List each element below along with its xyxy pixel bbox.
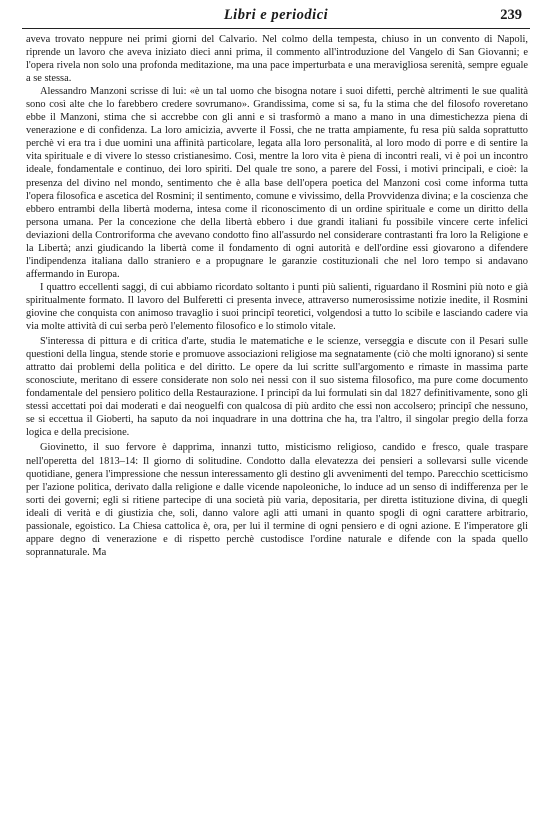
paragraph-2: Alessandro Manzoni scrisse di lui: «è un tal uomo che bisogna notare i suoi difetti, perchè altrimenti le sue qualità sono così alte che lo farebbero credere sovrumano». Grandissima, come si sa, fu la stima che del filosofo roveretano ebbe il Manzoni, stima che si accrebbe con gli anni e si trasformò a mano a mano in una dimestichezza piena di venerazione e di confidenza. La loro amicizia, avverte il Fossi, che ne tratta ampiamente, fu resa più salda soprattutto perchè vi era tra i due uomini una affinità particolare, legata alla loro personalità, al loro modo di porre e di sentire la vita spirituale e di vivere lo stesso cristianesimo. Così, mentre la loro vita è piena di incontri reali, vi è poi un incontro ideale, fondamentale e continuo, dei loro spiriti. Del quale tre sono, a parere del Fossi, i motivi principali, e cioè: la presenza del divino nel mondo, sentimento che è alla base dell'opera poetica del Manzoni così come informa tutta l'opera filosofica e ascetica del Rosmini; il sentimento, comune e vivissimo, della Provvidenza divina; e la coscienza che ebbero entrambi della libertà moderna, intesa come il riconoscimento di un ordine spirituale e come un diritto della persona umana. Per la concezione che della libertà ebbero i due grandi italiani fu possibile vincere certe infelici deviazioni della Controriforma che avevano condotto fino all'assurdo nel considerare contrastanti fra loro la Religione e la Libertà; anzi giudicando la libertà come il fondamento di ogni autorità e dell'ordine essi giovarono a difendere l'indipendenza italiana dallo straniero e a propugnare le garanzie costituzionali che nel loro tempo si andavano affermando in Europa. — [26, 86, 528, 280]
running-head: Libri e periodici — [223, 7, 329, 23]
paragraph-1: aveva trovato neppure nei primi giorni del Calvario. Nel colmo della tempesta, chiuso in un convento di Napoli, riprende un lavoro che aveva iniziato dieci anni prima, il commento all'introduzione del Vangelo di San Giovanni; e l'opera rivela non solo una profonda meditazione, ma una pace imperturbata e una meravigliosa serenità, sempre eguale a se stessa. — [26, 34, 528, 85]
paragraph-3: I quattro eccellenti saggi, di cui abbiamo ricordato soltanto i punti più salienti, riguardano il Rosmini più noto e già spiritualmente formato. Il lavoro del Bulferetti ci presenta invece, attraverso numerosissime notizie inedite, il Rosmini giovine che conquista con animoso travaglio i suoi principî teoretici, volgendosi a tutto lo scibile e lasciando cadere via via molte attività di cui serba però l'elemento filosofico e lo stimolo vitale. — [26, 281, 528, 333]
body-text — [26, 33, 528, 559]
header-rule — [22, 28, 530, 29]
page-number: 239 — [500, 7, 522, 23]
paragraph-4: S'interessa di pittura e di critica d'arte, studia le matematiche e le scienze, verseggia e discute con il Pesari sulle questioni della lingua, stende storie e promuove associazioni religiose ma segnatamente (ciò che molti ignorano) si sente attratto dai problemi della politica e del diritto. Le opere da lui scritte sull'argomento e rimaste in massima parte sconosciute, meritano di essere considerate non solo nei nessi con il suo sistema filosofico, ma pure come documento fondamentale del pensiero politico della Restaurazione. I principî da lui formulati sin dal 1827 definitivamente, sono gli stessi accettati poi dai moderati e dai neoguelfi con qualcosa di più ardito che essi non accolsero; principî che nessuno, se si eccettua il Gioberti, ha saputo da noi inquadrare in una dottrina che ha, tra l'altro, il singolar pregio della forza logica e della precisione. — [26, 336, 528, 439]
paragraph-5: Giovinetto, il suo fervore è dapprima, innanzi tutto, misticismo religioso, candido e fresco, quale traspare nell'operetta del 1813–14: Il giorno di solitudine. Condotto dalla elevatezza dei pensieri a sollevarsi sulle vicende quotidiane, genera l'impressione che nessun interessamento gli destino gli avvenimenti del tempo. Parecchio scetticismo per l'azione politica, derivato dalla religione e dalle vicende napoleoniche, lo induce ad un senso di indifferenza per le sorti dei governi; egli si ritiene partecipe di una società più varia, depositaria, per diretta istituzione divina, di quegli ideali di verità e di giustizia che, soli, danno valore agli atti umani in quanto spogli di ogni carattere arbitrario, passionale, egoistico. La Chiesa cattolica è, ora, per lui il termine di ogni pensiero e di ogni azione. E l'imperatore gli appare degno di venerazione e di rispetto perchè custodisce l'ordine naturale e difende con la spada quello soprannaturale. Ma — [26, 442, 528, 558]
page-header — [22, 7, 530, 29]
